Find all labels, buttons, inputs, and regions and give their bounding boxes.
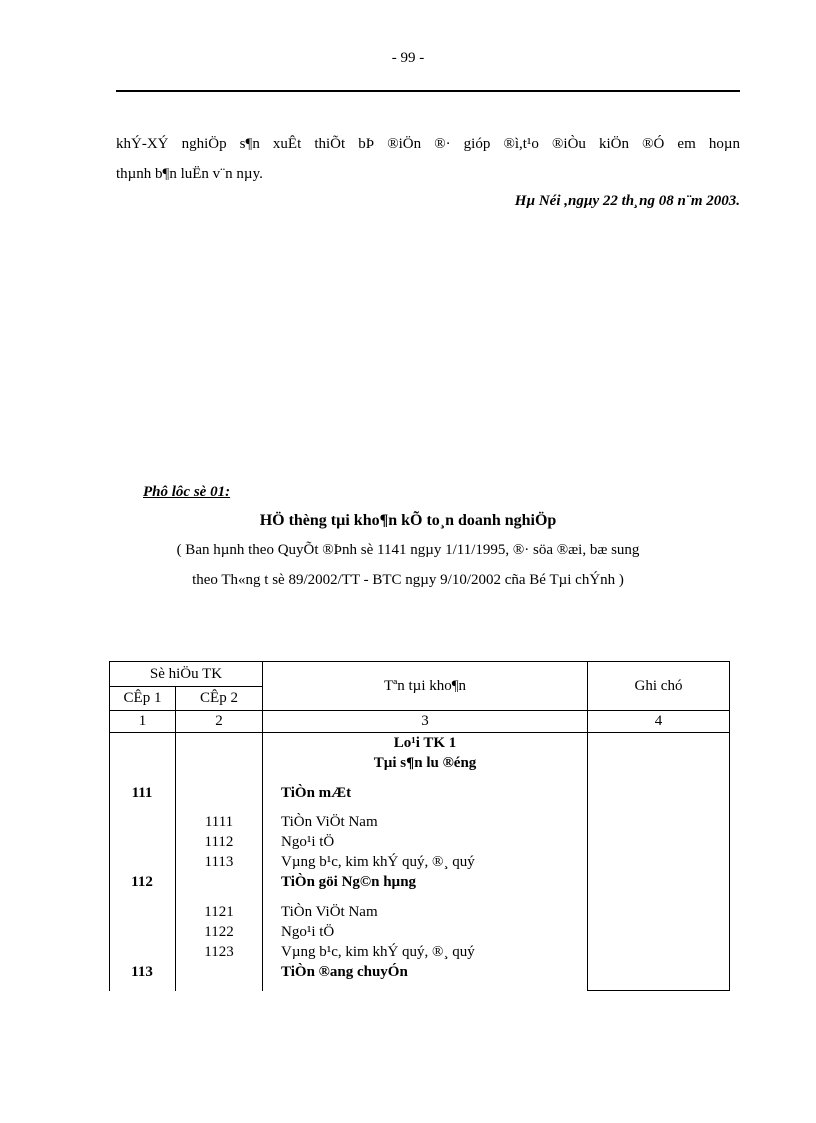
table-cell-level2: 1113 [204,854,234,870]
table-rule [262,661,263,991]
table-cell-name: Ngo¹i tÖ [281,924,335,940]
table-rule [109,686,263,687]
table-rule [729,661,730,991]
header-level2: CÊp 2 [200,690,238,706]
table-cell-name: TiÒn göi Ng©n hµng [281,874,417,890]
body-text-line: thµnh b¶n luËn v¨n nµy. [116,166,263,182]
table-cell-level1: 113 [131,964,153,980]
table-cell-name: TiÒn ViÖt Nam [281,904,378,920]
column-number: 3 [421,713,429,729]
table-cell-name: TiÒn mÆt [281,785,352,801]
table-cell-name: Vµng b¹c, kim khÝ quý, ®¸ quý [281,944,475,960]
header-account-number: Sè hiÖu TK [149,666,223,682]
table-cell-level2: 1122 [204,924,234,940]
place-date-signoff: Hµ Néi ,ngµy 22 th¸ng 08 n¨m 2003. [514,193,740,209]
table-rule [109,661,110,991]
column-number: 4 [654,713,663,729]
table-cell-level2: 1121 [204,904,234,920]
table-cell-name: Vµng b¹c, kim khÝ quý, ®¸ quý [281,854,475,870]
table-cell-name: TiÒn ®ang chuyÓn [281,964,408,980]
appendix-subtitle: ( Ban hµnh theo QuyÕt ®Þnh sè 1141 ngµy 1/11/1995, ®· söa ®æi, bæ sung [176,542,640,558]
table-cell-level2: 1112 [204,834,234,850]
header-account-name: Tªn tµi kho¶n [383,678,467,694]
table-cell-level2: 1111 [204,814,234,830]
column-number: 2 [215,713,223,729]
header-level1: CÊp 1 [123,690,162,706]
appendix-title: HÖ thèng tµi kho¶n kÕ to¸n doanh nghiÖp [259,512,557,529]
table-cell-level2: 1123 [204,944,234,960]
appendix-subtitle: theo Th«ng t sè 89/2002/TT - BTC ngµy 9/10/2002 cña Bé Tµi chÝnh ) [192,572,624,588]
table-cell-level1: 112 [131,874,153,890]
group-subheading: Tµi s¶n lu ®éng [373,755,477,771]
column-number: 1 [138,713,147,729]
table-rule [109,710,729,711]
table-rule [587,661,588,991]
header-notes: Ghi chó [634,678,683,694]
table-cell-level1: 111 [131,785,153,801]
table-cell-name: TiÒn ViÖt Nam [281,814,378,830]
appendix-label: Phô lôc sè 01: [143,484,231,500]
table-rule [109,732,729,733]
table-rule [587,990,729,991]
table-rule [109,661,729,662]
header-rule [116,90,740,92]
page-number: - 99 - [391,50,425,66]
table-cell-name: Ngo¹i tÖ [281,834,335,850]
body-text-line: khÝ-XÝ nghiÖp s¶n xuÊt thiÕt bÞ ®iÖn ®· gióp ®ì,t¹o ®iÒu kiÖn ®Ó em hoµn [116,136,740,152]
group-heading: Lo¹i TK 1 [393,735,457,751]
